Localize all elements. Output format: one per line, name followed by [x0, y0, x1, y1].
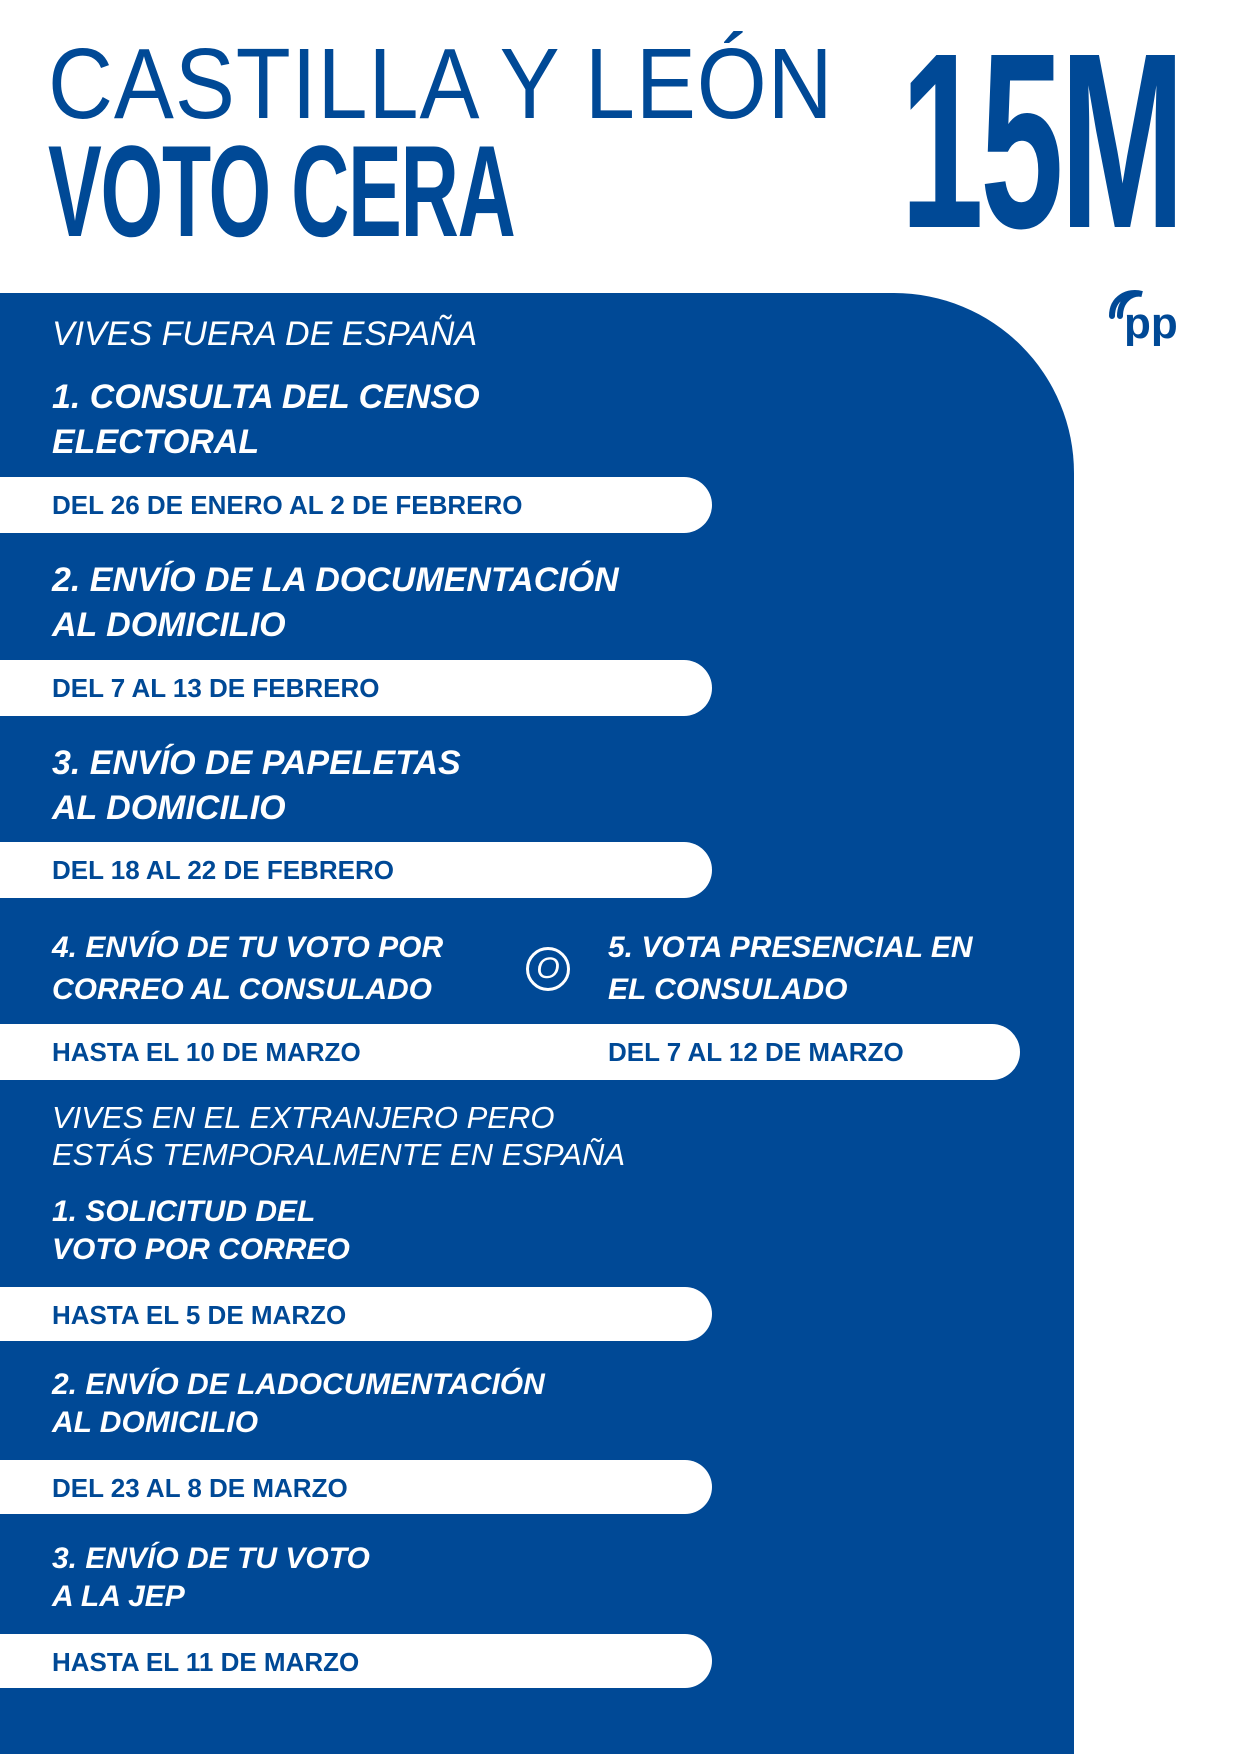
step-4-title-line1: 4. ENVÍO DE TU VOTO POR — [52, 931, 444, 964]
temp-step-1-date-pill — [0, 1287, 712, 1341]
section-heading-temporary-line2: ESTÁS TEMPORALMENTE EN ESPAÑA — [52, 1137, 626, 1172]
step-5-date: DEL 7 AL 12 DE MARZO — [608, 1037, 904, 1067]
temp-step-2-date: DEL 23 AL 8 DE MARZO — [52, 1473, 348, 1503]
temp-step-3-date: HASTA EL 11 DE MARZO — [52, 1647, 360, 1677]
section-heading-abroad: VIVES FUERA DE ESPAÑA — [52, 315, 478, 353]
step-3-date: DEL 18 AL 22 DE FEBRERO — [52, 855, 394, 885]
step-1-title-line1: 1. CONSULTA DEL CENSO — [52, 378, 480, 416]
pp-logo-icon — [1106, 288, 1186, 346]
step-1-date: DEL 26 DE ENERO AL 2 DE FEBRERO — [52, 490, 523, 520]
step-3-date-pill — [0, 842, 712, 898]
step-5-title-line2: EL CONSULADO — [608, 973, 848, 1006]
step-3-title-line1: 3. ENVÍO DE PAPELETAS — [52, 744, 461, 782]
temp-step-1-title-line2: VOTO POR CORREO — [52, 1233, 350, 1266]
step-2-date-pill — [0, 660, 712, 716]
step-5-title-line1: 5. VOTA PRESENCIAL EN — [608, 931, 973, 964]
temp-step-2-date-pill — [0, 1460, 712, 1514]
section-heading-temporary-line1: VIVES EN EL EXTRANJERO PERO — [52, 1100, 555, 1135]
step-2-date: DEL 7 AL 13 DE FEBRERO — [52, 673, 380, 703]
info-panel — [0, 293, 1074, 1754]
step-4-date: HASTA EL 10 DE MARZO — [52, 1037, 361, 1067]
temp-step-2-title-line1: 2. ENVÍO DE LADOCUMENTACIÓN — [52, 1368, 545, 1401]
region-title: CASTILLA Y LEÓN — [48, 28, 834, 140]
temp-step-3-date-pill — [0, 1634, 712, 1688]
step-4-5-date-pill — [0, 1024, 1020, 1080]
step-2-title-line1: 2. ENVÍO DE LA DOCUMENTACIÓN — [52, 561, 619, 599]
or-separator: O — [526, 947, 570, 991]
election-date: 15M — [900, 1, 1181, 280]
step-1-date-pill — [0, 477, 712, 533]
page-title: VOTO CERA — [48, 118, 515, 264]
svg-text:pp: pp — [1124, 299, 1178, 346]
step-1-title-line2: ELECTORAL — [52, 423, 260, 461]
temp-step-1-date: HASTA EL 5 DE MARZO — [52, 1300, 347, 1330]
step-3-title-line2: AL DOMICILIO — [52, 789, 286, 827]
temp-step-2-title-line2: AL DOMICILIO — [52, 1406, 259, 1439]
step-4-title-line2: CORREO AL CONSULADO — [52, 973, 433, 1006]
temp-step-3-title-line2: A LA JEP — [52, 1580, 185, 1613]
step-2-title-line2: AL DOMICILIO — [52, 606, 286, 644]
temp-step-1-title-line1: 1. SOLICITUD DEL — [52, 1195, 316, 1228]
temp-step-3-title-line1: 3. ENVÍO DE TU VOTO — [52, 1542, 370, 1575]
